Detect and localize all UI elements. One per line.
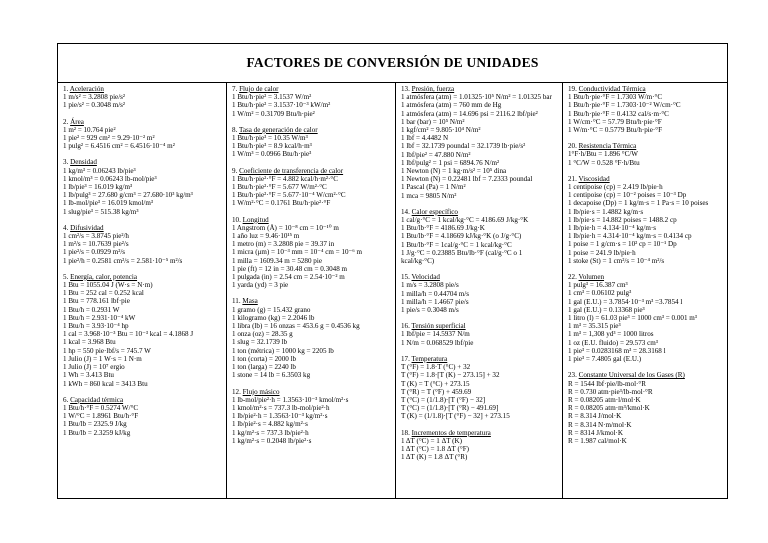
conversion-line: 1 m² = 10.764 pie²: [63, 125, 116, 134]
conversion-line: 1 Btu/h·pie² = 3.1537·10⁻³ kW/m²: [232, 101, 331, 110]
section-title: Resistencia Térmica: [578, 142, 637, 151]
conversion-line: R = 1.987 cal/mol·K: [568, 436, 627, 445]
conversion-line: 1 lbf = 4.4482 N: [401, 134, 449, 143]
section: [401, 273, 558, 314]
section-heading: [63, 85, 222, 93]
section-number: 22.: [568, 273, 577, 282]
conversion-line: 1 kgf/cm² = 9.805·10⁴ N/m²: [401, 126, 481, 135]
section-heading: [63, 224, 222, 232]
columns-container: [58, 82, 727, 498]
conversion-line: 1 ton (larga) = 2240 lb: [232, 363, 296, 372]
conversion-line: 1 pie/s = 0.3048 m/s: [401, 306, 459, 315]
conversion-line: 1 pie/s² = 0.3048 m/s²: [63, 101, 126, 110]
conversion-line: 1 cm²/s = 3.8745 pie²/h: [63, 232, 129, 241]
conversion-line: T (°F) = 1.8·[T (K) − 273.15] + 32: [401, 371, 500, 380]
section: [401, 322, 558, 347]
conversion-line: 1 ΔT (°C) = 1.8 ΔT (°F): [401, 444, 469, 453]
conversion-line: 1 hp = 550 pie·lbf/s = 745.7 W: [63, 346, 151, 355]
section-heading: [401, 273, 558, 281]
conversion-line: 1 Btu/h·pie³ = 10.35 W/m³: [232, 134, 308, 143]
section-number: 5.: [63, 272, 69, 281]
section-number: 6.: [63, 395, 69, 404]
conversion-line: 1 cal/g·°C = 1 kcal/kg·°C = 4186.69 J/kg·°K: [401, 216, 529, 225]
section-title: Área: [70, 117, 84, 126]
conversion-line: 1 Newton (N) = 0.22481 lbf = 7.2333 poundal: [401, 175, 533, 184]
conversion-line: T (°F) = 1.8·T (°C) + 32: [401, 363, 471, 372]
section-title: Capacidad térmica: [70, 395, 124, 404]
conversion-line: 1 m²/s = 10.7639 pie²/s: [63, 240, 129, 249]
section: [63, 224, 222, 265]
conversion-line: 1 lbf/pie = 14.5937 N/m: [401, 330, 470, 339]
conversion-line: R = 8314 J/kmol·K: [568, 428, 624, 437]
section: [401, 208, 558, 265]
conversion-line: 1 kmol/m³ = 0.06243 lb-mol/pie³: [63, 174, 157, 183]
conversion-line: 1 kWh = 860 kcal = 3413 Btu: [63, 379, 148, 388]
conversion-line: 1 Btu/lb = 2.3259 kJ/kg: [63, 428, 131, 437]
section-number: 4.: [63, 223, 69, 232]
section-number: 16.: [401, 322, 410, 331]
section-title: Incrementos de temperatura: [411, 428, 491, 437]
conversion-line: 1 kcal = 3.968 Btu: [63, 338, 116, 347]
conversion-line: 1 W/cm·°C = 57.79 Btu/h·pie·°F: [568, 117, 662, 126]
conversion-line: 1 centipoise (cp) = 2.419 lb/pie·h: [568, 183, 663, 192]
conversion-line: 1 cal = 3.968·10⁻³ Btu = 10⁻³ kcal = 4.1868 J: [63, 330, 194, 339]
section-number: 21.: [568, 174, 577, 183]
section-heading: [401, 355, 558, 363]
section: [63, 396, 222, 437]
section-number: 17.: [401, 354, 410, 363]
section-heading: [63, 273, 222, 281]
conversion-line: 1 Btu/h·°F = 0.5274 W/°C: [63, 403, 139, 412]
section-heading: [232, 297, 391, 305]
conversion-line: 1 m³ = 1,308 yd³ = 1000 litros: [568, 330, 654, 339]
section-number: 23.: [568, 371, 577, 380]
section-title: Temperatura: [411, 354, 448, 363]
conversion-line: 1 kg/m³ = 0.06243 lb/pie³: [63, 166, 136, 175]
conversion-line: 1 Btu/h·pie²·°F = 5.677·10⁻⁴ W/cm²·°C: [232, 191, 346, 200]
conversion-line: 1 Btu = 1055.04 J (W·s = N·m): [63, 281, 153, 290]
section-heading: [568, 175, 725, 183]
conversion-line: 1 kmol/m²·s = 737.3 lb-mol/pie²·h: [232, 403, 330, 412]
conversion-line: 1 lb/pie·h = 4.314·10⁻⁴ kg/m·s = 0.4134 cp: [568, 232, 692, 241]
conversion-line: 1 atmósfera (atm) = 760 mm de Hg: [401, 101, 502, 110]
conversion-line: R = 0.08205 atm·l/mol·K: [568, 395, 641, 404]
conversion-line: 1 Julio (J) = 1 W·s = 1 N·m: [63, 354, 142, 363]
conversion-line: 1 W/m²·°C = 0.1761 Btu/h·pie²·°F: [232, 199, 331, 208]
conversion-line: 1 pulg³ = 16.387 cm³: [568, 281, 628, 290]
conversion-line: 1 lb/pie³ = 16.019 kg/m³: [63, 183, 133, 192]
conversion-line: 1 stoke (St) = 1 cm²/s = 10⁻⁴ m²/s: [568, 256, 665, 265]
conversion-line: R = 0.730 atm·pie³/lb-mol·°R: [568, 387, 653, 396]
conversion-line: 1 oz (E.U. fluido) = 29.573 cm³: [568, 338, 658, 347]
column-2: [227, 82, 396, 498]
conversion-line: 1 kg/m²·s = 737.3 lb/pie²·h: [232, 428, 309, 437]
conversion-line: R = 8.314 N·m/mol·K: [568, 420, 632, 429]
section-heading: [63, 396, 222, 404]
section-title: Flujo de calor: [239, 85, 279, 93]
conversion-line: 1 cm³ = 0.06102 pulg³: [568, 289, 632, 298]
conversion-line: 1 pie² = 929 cm² = 9.29·10⁻² m²: [63, 134, 155, 143]
section: [232, 167, 391, 208]
section-title: Tasa de generación de calor: [238, 125, 318, 134]
conversion-line: 1 Btu/h = 3.93·10⁻⁴ hp: [63, 322, 129, 331]
conversion-line: 1 Julio (J) = 10⁷ ergio: [63, 363, 125, 372]
conversion-line: 1 ΔT (K) = 1.8 ΔT (°R): [401, 453, 468, 462]
column-3: [396, 82, 563, 498]
conversion-line: R = 1544 lbf·pie/lb-mol·°R: [568, 379, 646, 388]
section-title: Viscosidad: [578, 174, 610, 183]
conversion-line: 1 pie (ft) = 12 in = 30.48 cm = 0.3048 m: [232, 264, 348, 273]
conversion-line: 1 kg/m²·s = 0.2048 lb/pie²·s: [232, 436, 312, 445]
section-title: Densidad: [70, 158, 97, 167]
conversion-line: T (°R) = T (°F) + 459.69: [401, 387, 472, 396]
section-number: 2.: [63, 117, 69, 126]
conversion-line: 1 libra (lb) = 16 onzas = 453.6 g = 0.4536 kg: [232, 322, 360, 331]
conversion-line: 1 pie³ = 0.0283168 m³ = 28.3168 l: [568, 346, 666, 355]
section-number: 18.: [401, 428, 410, 437]
section-heading: [232, 85, 391, 93]
section: [568, 273, 725, 363]
conversion-line: 1 pie³ = 7.4805 gal (E.U.): [568, 355, 642, 364]
section: [232, 388, 391, 445]
conversion-line: 1 litro (l) = 61.03 pie³ = 1000 cm³ = 0.001 m³: [568, 314, 697, 323]
conversion-line: 1 micra (μm) = 10⁻³ mm = 10⁻⁴ cm = 10⁻⁶ m: [232, 248, 363, 257]
conversion-line: 1 metro (m) = 3.2808 pie = 39.37 in: [232, 240, 335, 249]
conversion-line: 1 slug/pie³ = 515.38 kg/m³: [63, 207, 139, 216]
conversion-line: 1 Btu/lb·°F = 4.18669 kJ/kg·°K (o J/g·°C): [401, 232, 522, 241]
conversion-line: 1 stone = 14 lb = 6.3503 kg: [232, 371, 311, 380]
section: [401, 85, 558, 200]
section-number: 3.: [63, 158, 69, 167]
conversion-line: 1 W/m³ = 0.0966 Btu/h·pie³: [232, 150, 312, 159]
column-4: [563, 82, 729, 498]
section-number: 14.: [401, 207, 410, 216]
section: [568, 142, 725, 167]
conversion-line: 1 lb/pie²·h = 1.3563·10⁻³ kg/m²·s: [232, 412, 328, 421]
section-heading: [568, 371, 725, 379]
section: [568, 175, 725, 265]
conversion-line: 1 Btu/h·pie²·°F = 4.882 kcal/h·m²·°C: [232, 174, 338, 183]
conversion-line: 1 atmósfera (atm) = 14.696 psi = 2116.2 lbf/pie²: [401, 109, 538, 118]
conversion-line: 1 centipoise (cp) = 10⁻² poises = 10⁻³ Dp: [568, 191, 687, 200]
conversion-line: 1 milla = 1609.34 m = 5280 pie: [232, 256, 322, 265]
conversion-line: 1 Btu = 778.161 lbf·pie: [63, 297, 130, 306]
section: [568, 371, 725, 445]
column-1: [58, 82, 227, 498]
conversion-line: 1 Btu/lb·°F = 4186.69 J/kg·K: [401, 224, 485, 233]
conversion-line: 1 ton (corta) = 2000 lb: [232, 354, 297, 363]
section-heading: [568, 273, 725, 281]
section-heading: [401, 208, 558, 216]
conversion-line: 1 lb/pie·s = 1.4882 kg/m·s: [568, 207, 644, 216]
conversion-line: T (°C) = (1/1.8)·[T (°R) − 491.69]: [401, 404, 499, 413]
section-title: Volumen: [578, 273, 605, 282]
conversion-line: 1 lb/pulg³ = 27.680 g/cm³ = 27.680·10³ kg/m³: [63, 191, 193, 200]
conversion-line: 1 gal (E.U.) = 0.13368 pie³: [568, 305, 645, 314]
section-heading: [63, 158, 222, 166]
conversion-line: T (°C) = (1/1.8)·[T (°F) − 32]: [401, 395, 486, 404]
conversion-line: 1 m/s = 3.2808 pie/s: [401, 281, 459, 290]
section-title: Tensión superficial: [411, 322, 466, 331]
section: [232, 297, 391, 379]
conversion-line: 1 Btu/h·pie²·°F = 5.677 W/m²·°C: [232, 183, 327, 192]
conversion-line: 1 kilogramo (kg) = 2.2046 lb: [232, 313, 315, 322]
conversion-line: 1 lb/pie²·s = 4.882 kg/m²·s: [232, 420, 308, 429]
conversion-line: 1 pie²/s = 0.0929 m²/s: [63, 248, 126, 257]
conversion-line: 1 Btu/h·pie·°F = 1.7303·10⁻² W/cm·°C: [568, 101, 681, 110]
section-title: Velocidad: [411, 273, 440, 282]
conversion-line: 1 lb-mol/pie³ = 16.019 kmol/m³: [63, 199, 154, 208]
section-heading: [568, 85, 725, 93]
conversion-line: 1 lbf = 32.1739 poundal = 32.1739 lb·pie/s²: [401, 142, 526, 151]
section-title: Energía, calor, potencia: [70, 272, 138, 281]
section-title: Aceleración: [69, 85, 104, 93]
conversion-line: 1 Btu/h·pie³ = 8.9 kcal/h·m³: [232, 142, 312, 151]
section-title: Presión, fuerza: [411, 85, 455, 93]
conversion-line: 1 lbf/pulg² = 1 psi = 6894.76 N/m²: [401, 158, 500, 167]
conversion-table: [57, 43, 728, 499]
conversion-line: 1 atmósfera (atm) = 1.01325·10⁵ N/m² = 1.01325 bar: [401, 93, 552, 102]
section-heading: [401, 85, 558, 93]
conversion-line: 1 W/m·°C = 0.5779 Btu/h·pie·°F: [568, 126, 663, 135]
section-number: 8.: [232, 125, 238, 134]
section-heading: [232, 126, 391, 134]
section-title: Difusividad: [70, 223, 104, 232]
section-number: 11.: [232, 297, 241, 306]
section-heading: [63, 118, 222, 126]
conversion-line: 1 milla/h = 1.4667 pie/s: [401, 297, 469, 306]
section-number: 7.: [232, 85, 238, 93]
section-number: 1.: [63, 85, 69, 93]
section-number: 19.: [568, 85, 577, 93]
section-heading: [401, 429, 558, 437]
section-heading: [232, 388, 391, 396]
section-number: 20.: [568, 142, 577, 151]
section-title: Constante Universal de los Gases (R): [578, 371, 685, 380]
conversion-line: 1 J/g·°C = 0.23885 Btu/lb·°F (cal/g·°C o 1: [401, 248, 523, 257]
conversion-line: 1 Btu/h·pie·°F = 0.4132 cal/s·m·°C: [568, 109, 669, 118]
conversion-line: 1 gal (E.U.) = 3.7854·10⁻³ m³ =3.7854 l: [568, 297, 683, 306]
conversion-line: 1 lb/pie·h = 4.134·10⁻⁴ kg/m·s: [568, 224, 657, 233]
conversion-line: 1 año luz = 9.46·10¹⁵ m: [232, 232, 300, 241]
section-heading: [232, 216, 391, 224]
section: [232, 216, 391, 290]
section-number: 10.: [232, 215, 241, 224]
section: [232, 85, 391, 118]
conversion-line: 1 ton (métrica) = 1000 kg = 2205 lb: [232, 346, 334, 355]
conversion-line: 1 Btu/h = 0.2931 W: [63, 305, 120, 314]
conversion-line: 1 yarda (yd) = 3 pie: [232, 281, 289, 290]
conversion-line: 1 Wh = 3.413 Btu: [63, 371, 114, 380]
section-title: Conductividad Térmica: [578, 85, 646, 93]
conversion-line: 1 ΔT (°C) = 1 ΔT (K): [401, 436, 463, 445]
conversion-line: 1 Btu/h = 2.931·10⁻⁴ kW: [63, 313, 136, 322]
conversion-line: 1 Btu/lb·°F = 1cal/g·°C = 1 kcal/kg·°C: [401, 240, 512, 249]
conversion-line: T (K) = T (°C) + 273.15: [401, 379, 470, 388]
conversion-line: 1 Btu/lb = 2325.9 J/kg: [63, 420, 127, 429]
conversion-line: 1 W/m² = 0.31709 Btu/h·pie²: [232, 109, 315, 118]
conversion-line: 1 lbf/pie² = 47.880 N/m²: [401, 150, 471, 159]
conversion-line: 1 Btu = 252 cal = 0.252 kcal: [63, 289, 144, 298]
conversion-line: 1 pulg² = 6.4516 cm² = 6.4516·10⁻⁴ m²: [63, 142, 175, 151]
section: [401, 429, 558, 462]
conversion-line: 1 milla/h = 0.44704 m/s: [401, 289, 470, 298]
section-title: Longitud: [242, 215, 269, 224]
conversion-line: T (K) = (1/1.8)·[T (°F) − 32] + 273.15: [401, 412, 510, 421]
conversion-line: 1 poise = 241.9 lb/pie·h: [568, 248, 636, 257]
section-heading: [232, 167, 391, 175]
conversion-line: R = 8.314 J/mol·K: [568, 412, 622, 421]
conversion-line: 1 °C/W = 0.528 °F·h/Btu: [568, 158, 640, 167]
conversion-line: 1 gramo (g) = 15.432 grano: [232, 305, 311, 314]
section: [568, 85, 725, 134]
conversion-line: 1 slug = 32.1739 lb: [232, 338, 288, 347]
conversion-line: 1 Btu/h·pie² = 3.1537 W/m²: [232, 93, 312, 102]
section: [401, 355, 558, 421]
conversion-line: 1 W/°C = 1.8961 Btu/h·°F: [63, 412, 139, 421]
conversion-line: 1 Angstrom (Å) = 10⁻⁸ cm = 10⁻¹⁰ m: [232, 223, 339, 232]
section-title: Coeficiente de transferencia de calor: [239, 166, 344, 175]
section: [232, 126, 391, 159]
section-number: 12.: [232, 387, 241, 396]
conversion-line: 1 decapoise (Dp) = 1 kg/m·s = 1 Pa·s = 10 poises: [568, 199, 709, 208]
conversion-line: 1 N/m = 0.068529 lbf/pie: [401, 338, 474, 347]
conversion-line: 1 bar (bar) = 10⁵ N/m²: [401, 117, 465, 126]
conversion-line: 1 m/s² = 3.2808 pie/s²: [63, 93, 126, 102]
conversion-line: 1 pulgada (in) = 2.54 cm = 2.54·10⁻² m: [232, 273, 345, 282]
section-number: 13.: [401, 85, 410, 93]
conversion-line: 1 Newton (N) = 1 kg·m/s² = 10⁵ dina: [401, 167, 507, 176]
conversion-line: 1 lb-mol/pie²·h = 1.3563·10⁻³ kmol/m²·s: [232, 395, 349, 404]
section: [63, 118, 222, 151]
conversion-line: R = 0.08205 atm·m³/kmol·K: [568, 404, 650, 413]
conversion-line: 1 Pascal (Pa) = 1 N/m²: [401, 183, 466, 192]
conversion-line: kcal/kg·°C): [401, 257, 435, 266]
section-title: Flujo másico: [242, 387, 280, 396]
section-heading: [568, 142, 725, 150]
page-title: FACTORES DE CONVERSIÓN DE UNIDADES: [58, 44, 727, 83]
section-title: Masa: [242, 297, 258, 306]
conversion-line: 1 m³ = 35.315 pie³: [568, 322, 621, 331]
conversion-line: 1 lb/pie·s = 14.882 poises = 1488.2 cp: [568, 215, 677, 224]
section-heading: [401, 322, 558, 330]
conversion-line: 1 poise = 1 g/cm·s = 10² cp = 10⁻¹ Dp: [568, 240, 677, 249]
section-title: Calor específico: [411, 207, 458, 216]
conversion-line: 1 pie²/h = 0.2581 cm²/s = 2.581·10⁻⁵ m²/s: [63, 256, 183, 265]
section-number: 9.: [232, 166, 238, 175]
section-number: 15.: [401, 273, 410, 282]
conversion-line: 1 onza (oz) = 28.35 g: [232, 330, 293, 339]
conversion-line: 1°F·h/Btu = 1.896 °C/W: [568, 150, 638, 159]
conversion-line: 1 mca = 9805 N/m²: [401, 191, 457, 200]
section: [63, 85, 222, 110]
conversion-line: 1 Btu/h·pie·°F = 1.7303 W/m·°C: [568, 93, 663, 102]
section: [63, 273, 222, 388]
section: [63, 158, 222, 215]
